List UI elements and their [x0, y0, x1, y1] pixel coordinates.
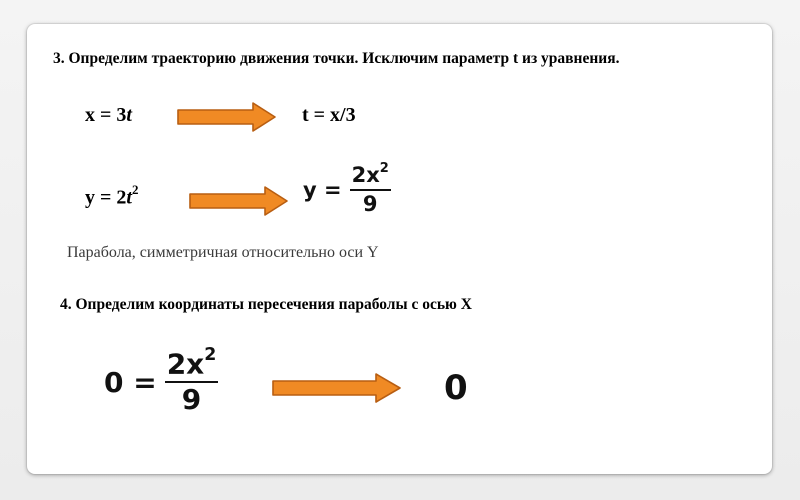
intersection-formula: [104, 345, 218, 417]
intersection-formula-fraction: [165, 345, 219, 417]
parabola-formula-numerator-text: 2x: [351, 163, 380, 187]
parabola-formula: [303, 161, 391, 216]
parabola-formula-denominator: 9: [362, 192, 378, 216]
slide-card: [27, 24, 772, 474]
step3-heading: 3. Определим траекторию движения точки. Исключим параметр t из уравнения.: [53, 50, 620, 67]
intersection-result: 0: [444, 368, 468, 408]
equation-x-text: x = 3: [85, 104, 127, 126]
right-arrow-icon: [272, 373, 402, 403]
equation-y-exp: 2: [131, 182, 139, 197]
step4-heading: 4. Определим координаты пересечения параболы с осью X: [60, 296, 472, 313]
equation-y-text: y = 2: [85, 186, 127, 209]
intersection-formula-numerator: [165, 345, 219, 381]
parabola-formula-fraction: [350, 161, 391, 216]
right-arrow-icon: [177, 102, 277, 132]
intersection-formula-denominator: 9: [181, 383, 202, 417]
intersection-formula-numerator-text: 2x: [166, 347, 205, 381]
intersection-formula-numerator-exp: 2: [204, 345, 217, 366]
equation-x: [85, 104, 132, 127]
equation-y: [85, 184, 138, 210]
equation-x-var: t: [126, 104, 132, 126]
parabola-note: Парабола, симметричная относительно оси Y: [67, 244, 379, 261]
parabola-formula-lhs: y =: [303, 177, 342, 202]
right-arrow-icon: [189, 186, 289, 216]
equation-t: t = x/3: [302, 104, 356, 126]
parabola-formula-numerator-exp: 2: [379, 161, 389, 177]
intersection-formula-lhs: 0 =: [104, 365, 157, 399]
parabola-formula-numerator: [350, 161, 391, 189]
equation-y-var: t: [126, 186, 132, 209]
